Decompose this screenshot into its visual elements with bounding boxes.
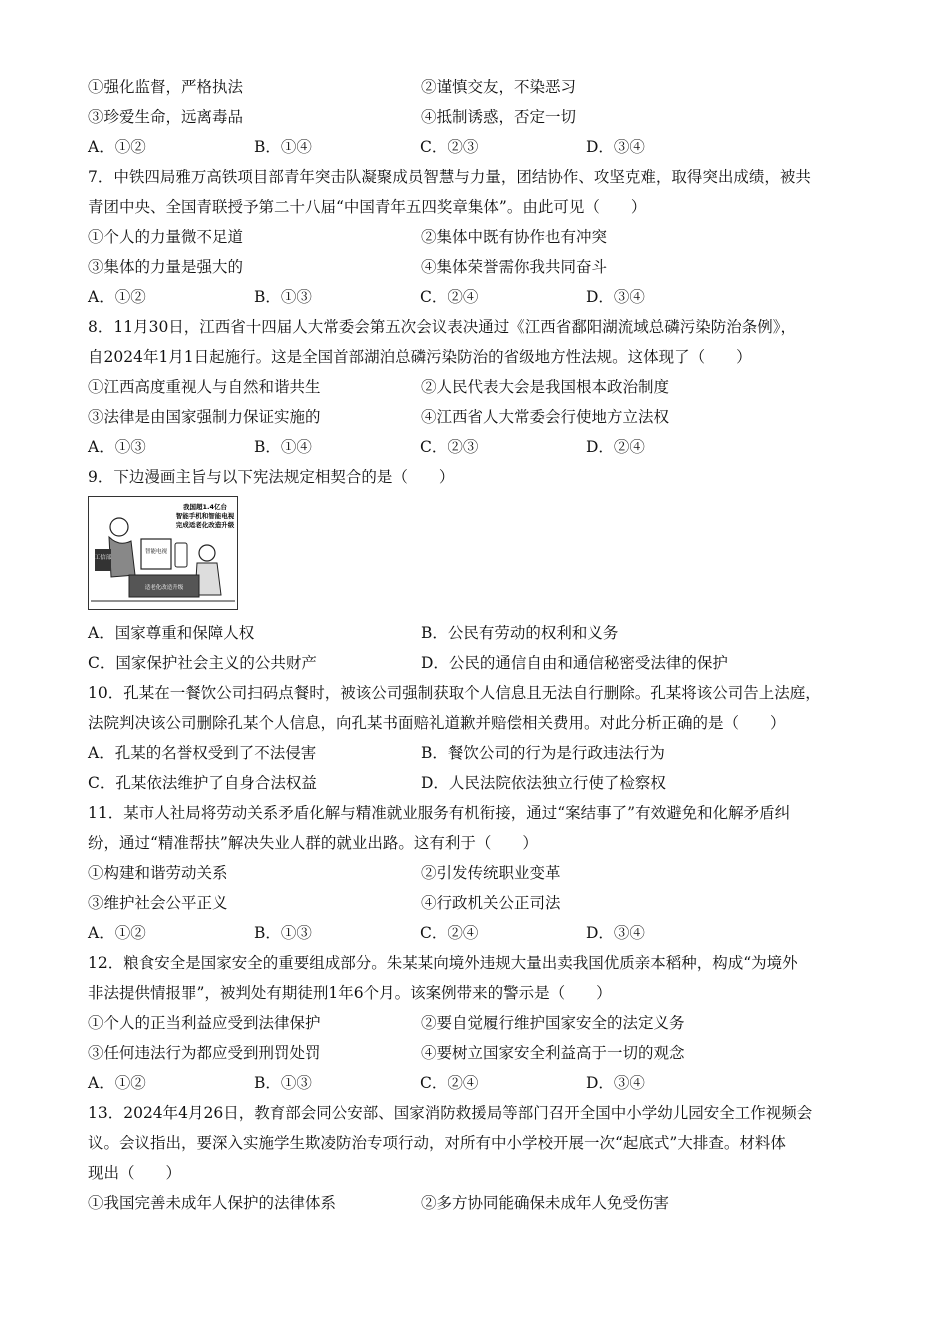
q11-options-row1 — [88, 858, 868, 888]
q8-choice-d: D．②④ — [586, 438, 645, 456]
q10-stem-line1: 10．孔某在一餐饮公司扫码点餐时，被该公司强制获取个人信息且无法自行删除。孔某将该公司告上法庭， — [88, 684, 821, 702]
q9-stem: 9．下边漫画主旨与以下宪法规定相契合的是（ ） — [88, 468, 455, 486]
q11-option-1: ①构建和谐劳动关系 — [88, 864, 228, 882]
q8-choice-c: C．②③ — [420, 438, 479, 456]
q11-option-4: ④行政机关公正司法 — [421, 894, 561, 912]
q7-choice-d: D．③④ — [586, 288, 645, 306]
q9-cartoon-drawing — [89, 497, 237, 609]
q12-answers — [88, 1068, 868, 1098]
q7-options-row1 — [88, 222, 868, 252]
q7-option-3: ③集体的力量是强大的 — [88, 258, 244, 276]
cartoon-caption-2: 智能手机和智能电视 — [175, 512, 235, 520]
q11-option-3: ③维护社会公平正义 — [88, 894, 228, 912]
q6-option-4: ④抵制诱惑，否定一切 — [421, 108, 577, 126]
q13-stem-line3: 现出（ ） — [88, 1164, 182, 1182]
q7-option-4: ④集体荣誉需你我共同奋斗 — [421, 258, 608, 276]
q11-choice-b: B．①③ — [254, 924, 312, 942]
q10-answers-row2 — [88, 768, 868, 798]
q12-choice-d: D．③④ — [586, 1074, 645, 1092]
q9-choice-a: A．国家尊重和保障人权 — [88, 624, 255, 642]
q12-choice-b: B．①③ — [254, 1074, 312, 1092]
q9-choice-b: B．公民有劳动的权利和义务 — [421, 624, 619, 642]
q8-answers — [88, 432, 868, 462]
q11-option-2: ②引发传统职业变革 — [421, 864, 561, 882]
q12-option-3: ③任何违法行为都应受到刑罚处罚 — [88, 1044, 321, 1062]
q10-choice-d: D．人民法院依法独立行使了检察权 — [421, 774, 666, 792]
q6-choice-b: B．①④ — [254, 138, 312, 156]
q6-option-2: ②谨慎交友，不染恶习 — [421, 78, 577, 96]
q10-choice-c: C．孔某依法维护了自身合法权益 — [88, 774, 317, 792]
q11-choice-d: D．③④ — [586, 924, 645, 942]
q11-options-row2 — [88, 888, 868, 918]
q6-options-row1 — [88, 72, 868, 102]
cartoon-base-label: 适老化改造升级 — [144, 585, 184, 591]
q10-choice-b: B．餐饮公司的行为是行政违法行为 — [421, 744, 665, 762]
q7-choice-c: C．②④ — [420, 288, 479, 306]
q11-answers — [88, 918, 868, 948]
q12-option-2: ②要自觉履行维护国家安全的法定义务 — [421, 1014, 685, 1032]
q6-choice-d: D．③④ — [586, 138, 645, 156]
exam-page — [88, 72, 868, 1218]
q12-stem-line2: 非法提供情报罪”，被判处有期徒刑1年6个月。该案例带来的警示是（ ） — [88, 984, 612, 1002]
q11-stem-line1: 11．某市人社局将劳动关系矛盾化解与精准就业服务有机衔接，通过“案结事了”有效避免和化解矛盾纠 — [88, 804, 791, 822]
q9-cartoon — [88, 496, 238, 610]
q13-stem-line1: 13．2024年4月26日，教育部会同公安部、国家消防救援局等部门召开全国中小学幼儿园安全工作视频会 — [88, 1104, 813, 1122]
q10-choice-a: A．孔某的名誉权受到了不法侵害 — [88, 744, 317, 762]
q7-option-1: ①个人的力量微不足道 — [88, 228, 244, 246]
q7-stem-line1: 7．中铁四局雅万高铁项目部青年突击队凝聚成员智慧与力量，团结协作、攻坚克难，取得突出成绩，被共 — [88, 168, 811, 186]
q8-stem-line1: 8．11月30日，江西省十四届人大常委会第五次会议表决通过《江西省鄱阳湖流域总磷污染防治条例》， — [88, 318, 797, 336]
q8-choice-b: B．①④ — [254, 438, 312, 456]
q8-stem-line2: 自2024年1月1日起施行。这是全国首部湖泊总磷污染防治的省级地方性法规。这体现了（ ） — [88, 348, 752, 366]
q7-choice-a: A．①② — [88, 288, 146, 306]
q11-choice-a: A．①② — [88, 924, 146, 942]
q9-answers-row2 — [88, 648, 868, 678]
cartoon-caption-1: 我国超1.4亿台 — [182, 503, 228, 511]
q8-option-2: ②人民代表大会是我国根本政治制度 — [421, 378, 670, 396]
cartoon-tag-1: 工信部 — [94, 555, 112, 561]
q8-options-row2 — [88, 402, 868, 432]
q11-stem-line2: 纷，通过“精准帮扶”解决失业人群的就业出路。这有利于（ ） — [88, 834, 538, 852]
q6-options-row2 — [88, 102, 868, 132]
cartoon-caption-3: 完成适老化改造升级 — [175, 521, 235, 529]
q9-choice-c: C．国家保护社会主义的公共财产 — [88, 654, 317, 672]
q12-option-4: ④要树立国家安全利益高于一切的观念 — [421, 1044, 685, 1062]
q8-option-3: ③法律是由国家强制力保证实施的 — [88, 408, 321, 426]
q8-choice-a: A．①③ — [88, 438, 146, 456]
q9-answers-row1 — [88, 618, 868, 648]
q13-stem-line2: 议。会议指出，要深入实施学生欺凌防治专项行动，对所有中小学校开展一次“起底式”大排查。材料体 — [88, 1134, 786, 1152]
q12-option-1: ①个人的正当利益应受到法律保护 — [88, 1014, 321, 1032]
q12-choice-c: C．②④ — [420, 1074, 479, 1092]
q6-choice-c: C．②③ — [420, 138, 479, 156]
q8-options-row1 — [88, 372, 868, 402]
q9-choice-d: D．公民的通信自由和通信秘密受法律的保护 — [421, 654, 728, 672]
q13-options-row1 — [88, 1188, 868, 1218]
q6-option-1: ①强化监督，严格执法 — [88, 78, 244, 96]
q11-choice-c: C．②④ — [420, 924, 479, 942]
q6-option-3: ③珍爱生命，远离毒品 — [88, 108, 244, 126]
q7-option-2: ②集体中既有协作也有冲突 — [421, 228, 608, 246]
q6-choice-a: A．①② — [88, 138, 146, 156]
q8-option-1: ①江西高度重视人与自然和谐共生 — [88, 378, 321, 396]
q8-option-4: ④江西省人大常委会行使地方立法权 — [421, 408, 670, 426]
q12-choice-a: A．①② — [88, 1074, 146, 1092]
cartoon-tag-2: 智能电视 — [144, 549, 168, 555]
q10-answers-row1 — [88, 738, 868, 768]
phone-icon — [175, 543, 187, 567]
q7-stem-line2: 青团中央、全国青联授予第二十八届“中国青年五四奖章集体”。由此可见（ ） — [88, 198, 647, 216]
q13-option-1: ①我国完善未成年人保护的法律体系 — [88, 1194, 337, 1212]
q12-stem-line1: 12．粮食安全是国家安全的重要组成部分。朱某某向境外违规大量出卖我国优质亲本稻种，构成“为境外 — [88, 954, 798, 972]
q7-options-row2 — [88, 252, 868, 282]
q6-answers — [88, 132, 868, 162]
q13-option-2: ②多方协同能确保未成年人免受伤害 — [421, 1194, 670, 1212]
q10-stem-line2: 法院判决该公司删除孔某个人信息，向孔某书面赔礼道歉并赔偿相关费用。对此分析正确的是（ ） — [88, 714, 786, 732]
q12-options-row2 — [88, 1038, 868, 1068]
q7-answers — [88, 282, 868, 312]
q12-options-row1 — [88, 1008, 868, 1038]
q7-choice-b: B．①③ — [254, 288, 312, 306]
